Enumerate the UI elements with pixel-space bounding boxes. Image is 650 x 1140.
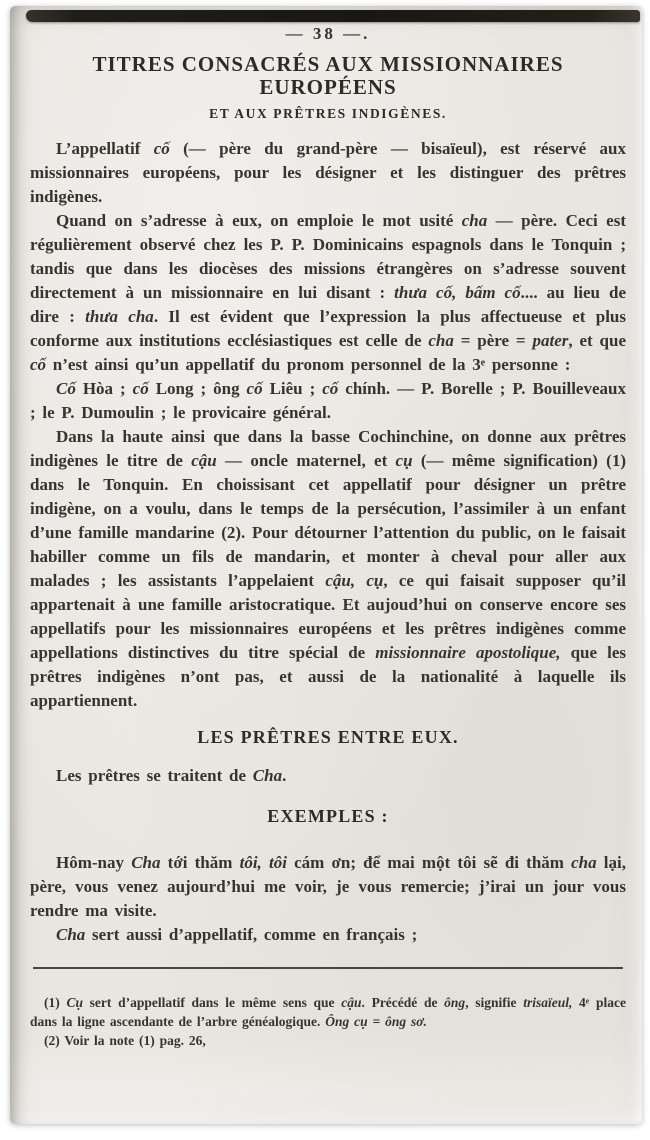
footnote-2: (2) Voir la note (1) pag. 26, xyxy=(44,1033,206,1048)
paragraph-co-hoa-list: Cố Hòa ; cố Long ; ông cố Liêu ; cố chính. — P. Borelle ; P. Bouilleveaux ; le P. Dumoulin ; le provicaire général. xyxy=(30,379,626,422)
page-number: — 38 —. xyxy=(285,24,371,43)
paragraph-example-hom-nay: Hôm-nay Cha tới thăm tôi, tôi cám ơn; để mai một tôi sẽ đi thăm cha lại, père, vous venez aujourd’hui me voir, je vous remercie; j’irai un jour vous rendre ma visite. xyxy=(30,853,626,920)
page-content xyxy=(30,18,626,1050)
scanned-page xyxy=(10,6,642,1124)
section-heading-pretres-entre-eux: LES PRÊTRES ENTRE EUX. xyxy=(197,727,459,747)
page-subtitle: ET AUX PRÊTRES INDIGÈNES. xyxy=(209,106,447,121)
paragraph-cha-appellatif: Cha sert aussi d’appellatif, comme en français ; xyxy=(56,925,418,944)
section-heading-exemples: EXEMPLES : xyxy=(267,806,389,826)
footnote-1: (1) Cụ sert d’appellatif dans le même sens que cậu. Précédé de ông, signifie trisaïeul, 4ᵉ place dans la ligne ascendante de l’arbre généalogique. Ông cụ = ông sơ. xyxy=(30,995,626,1029)
footnote-separator xyxy=(33,967,623,969)
paragraph-traitent-de-cha: Les prêtres se traitent de Cha. xyxy=(56,766,287,785)
paragraph-quand-on-sadresse: Quand on s’adresse à eux, on emploie le mot usité cha — père. Ceci est régulièrement observé chez les P. P. Dominicains espagnols dans le Tonquin ; tandis que dans les diocèses des missions étrangères on s’adresse souvent directement à un missionnaire en lui disant : thưa cố, bấm cố.... au lieu de dire : thưa cha. Il est évident que l’expression la plus affectueuse et plus conforme aux institutions ecclésiastiques est celle de cha = père = pater, et que cố n’est ainsi qu’un appellatif du pronom personnel de la 3ᵉ personne : xyxy=(30,211,627,374)
paragraph-cochinchine: Dans la haute ainsi que dans la basse Cochinchine, on donne aux prêtres indigènes le titre de cậu — oncle maternel, et cụ (— même signification) (1) dans le Tonquin. En choissisant cet appellatif pour désigner un prêtre indigène, on a voulu, dans le temps de la persécution, l’assimiler à un enfant d’une famille mandarine (2). Pour détourner l’attention du public, on le faisait habiller comme un fils de mandarin, et monter à cheval pour aller aux malades ; les assistants l’appelaient cậu, cụ, ce qui faisait supposer qu’il appartenait à une famille aristocratique. Et aujoud’hui on conserve encore ses appellatifs pour les missionnaires européens et les prêtres indigènes comme appellations distinctives du titre spécial de missionnaire apostolique, que les prêtres indigènes n’ont pas, et aussi de la nationalité à laquelle ils appartiennent. xyxy=(30,427,626,710)
page-title: TITRES CONSACRÉS AUX MISSIONNAIRES EUROPÉENS xyxy=(92,52,564,99)
paragraph-appellatif-co: L’appellatif cố (— père du grand-père — bisaïeul), est réservé aux missionnaires européens, pour les désigner et les distinguer des prêtres indigènes. xyxy=(30,139,626,206)
